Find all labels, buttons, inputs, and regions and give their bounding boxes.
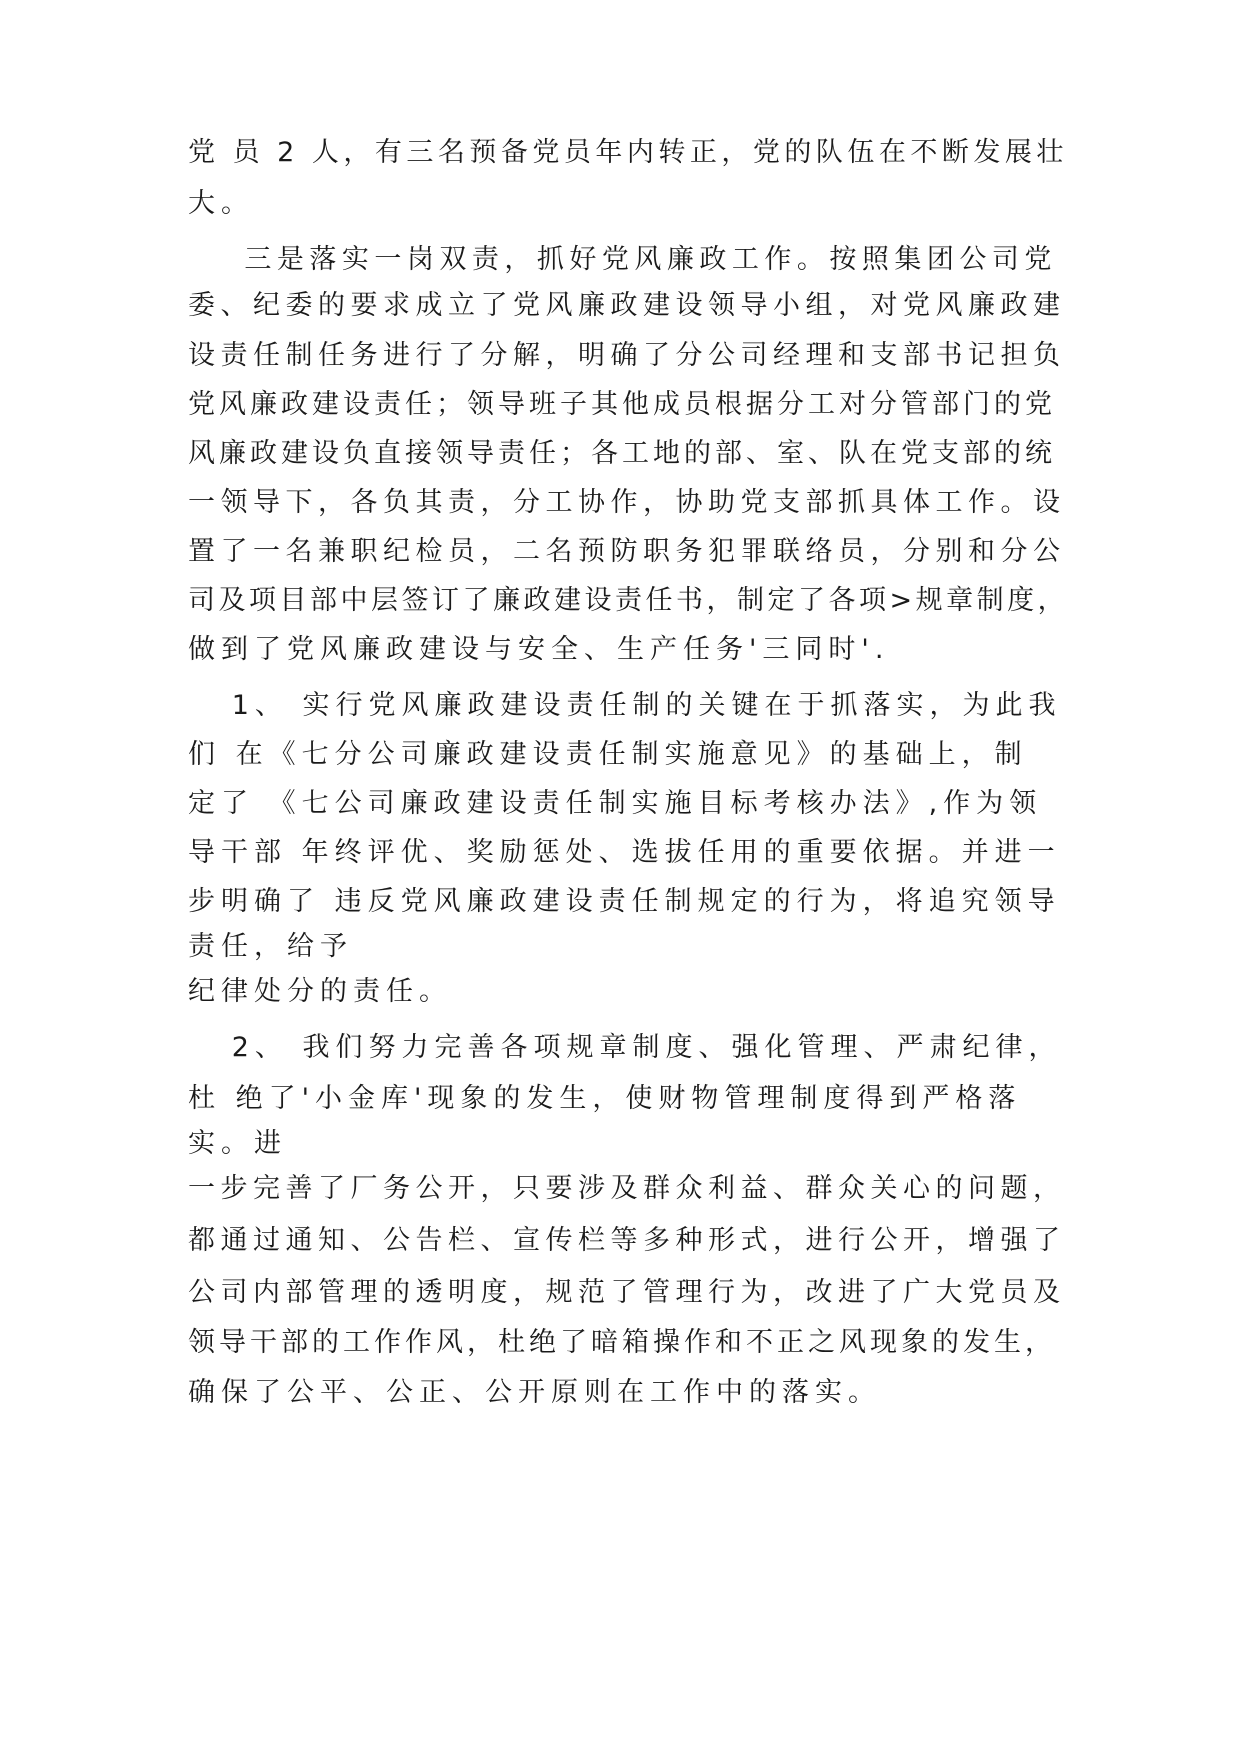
text-line: 们 在《七分公司廉政建设责任制实施意见》的基础上，制 [188, 739, 1028, 770]
text-line: 纪律处分的责任。 [188, 976, 452, 1007]
text-line: 1、 实行党风廉政建设责任制的关键在于抓落实，为此我 [188, 690, 1062, 721]
text-line: 设责任制任务进行了分解，明确了分公司经理和支部书记担负 [188, 340, 1066, 371]
text-line: 大。 [188, 188, 254, 219]
text-line: 置了一名兼职纪检员，二名预防职务犯罪联络员，分别和分公 [188, 536, 1066, 567]
text-line: 一领导下，各负其责，分工协作，协助党支部抓具体工作。设 [188, 487, 1066, 518]
text-line: 导干部 年终评优、奖励惩处、选拔任用的重要依据。并进一 [188, 837, 1061, 868]
text-line: 确保了公平、公正、公开原则在工作中的落实。 [188, 1377, 881, 1408]
text-line: 都通过通知、公告栏、宣传栏等多种形式，进行公开，增强了 [188, 1225, 1066, 1256]
text-line: 公司内部管理的透明度，规范了管理行为，改进了广大党员及 [188, 1277, 1066, 1308]
text-line: 领导干部的工作作风，杜绝了暗箱操作和不正之风现象的发生， [188, 1327, 1056, 1358]
text-line: 一步完善了厂务公开，只要涉及群众利益、群众关心的问题， [188, 1173, 1066, 1204]
text-line: 风廉政建设负直接领导责任；各工地的部、室、队在党支部的统 [188, 438, 1056, 469]
text-line: 做到了党风廉政建设与安全、生产任务'三同时'. [188, 634, 890, 665]
text-line: 定了 《七公司廉政建设责任制实施目标考核办法》,作为领 [188, 788, 1043, 819]
text-line: 司及项目部中层签订了廉政建设责任书，制定了各项>规章制度， [188, 585, 1069, 616]
text-line: 党 员 2 人，有三名预备党员年内转正，党的队伍在不断发展壮 [188, 137, 1068, 168]
text-line: 三是落实一岗双责，抓好党风廉政工作。按照集团公司党 [188, 244, 1057, 275]
text-line: 责任，给予 [188, 931, 353, 962]
text-line: 2、 我们努力完善各项规章制度、强化管理、严肃纪律， [188, 1032, 1062, 1063]
text-line: 委、纪委的要求成立了党风廉政建设领导小组，对党风廉政建 [188, 290, 1066, 321]
text-line: 党风廉政建设责任；领导班子其他成员根据分工对分管部门的党 [188, 389, 1056, 420]
text-line: 步明确了 违反党风廉政建设责任制规定的行为，将追究领导 [188, 886, 1061, 917]
text-line: 杜 绝了'小金库'现象的发生，使财物管理制度得到严格落 [188, 1083, 1022, 1114]
text-line: 实。进 [188, 1128, 287, 1159]
